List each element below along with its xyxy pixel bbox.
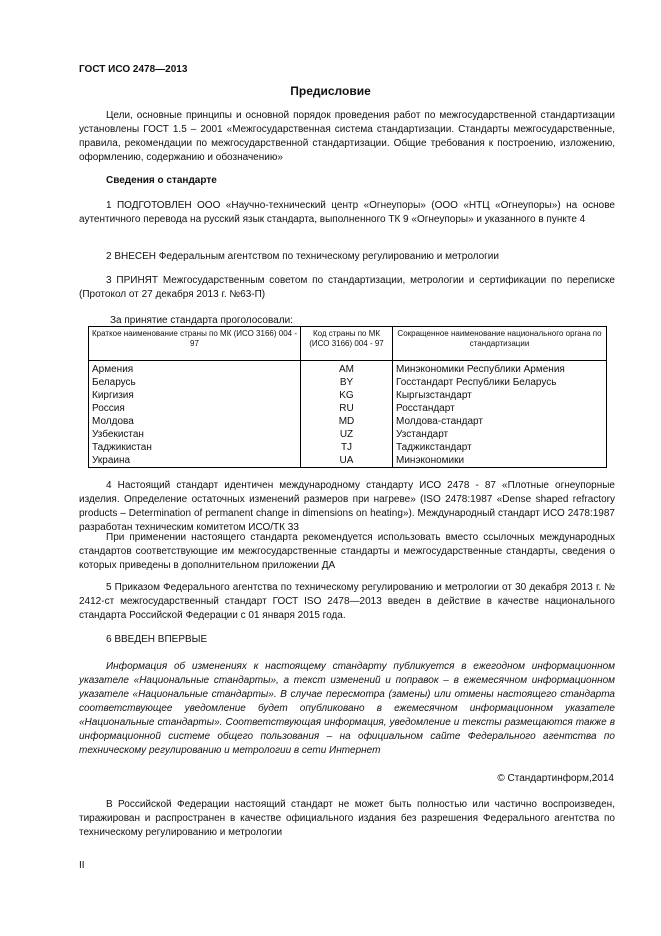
code-cell: AM <box>301 361 393 377</box>
body-cell: Госстандарт Республики Беларусь <box>393 376 607 389</box>
reproduction-notice-paragraph: В Российской Федерации настоящий стандарт не может быть полностью или частично воспроизведен, тиражирован и распространен в качестве официального издания без разрешения Федерального агентства по техническому регулированию и метрологии <box>79 799 615 838</box>
section-subheading: Сведения о стандарте <box>106 175 217 186</box>
country-cell: Украина <box>89 454 301 468</box>
body-cell: Узстандарт <box>393 428 607 441</box>
table-row <box>89 428 607 441</box>
table-row <box>89 402 607 415</box>
column-header-body: Сокращенное наименование национального органа по стандартизации <box>393 327 607 361</box>
body-cell: Минэкономики Республики Армения <box>393 361 607 377</box>
code-cell: MD <box>301 415 393 428</box>
code-cell: TJ <box>301 441 393 454</box>
changes-info-paragraph: Информация об изменениях к настоящему стандарту публикуется в ежегодном информационном указателе «Национальные стандарты», а текст изменений и поправок – в ежемесячном информационном указателе «Национальные стандарты». В случае пересмотра (замены) или отмены настоящего стандарта соответствующее уведомление будет опубликовано в ежемесячном информационном указателе «Национальные стандарты». Соответствующая информация, уведомление и тексты размещаются также в информационной системе общего пользования – на официальном сайте Федерального агентства по техническому регулированию и метрологии в сети Интернет <box>79 661 615 756</box>
country-cell: Киргизия <box>89 389 301 402</box>
column-header-code: Код страны по МК (ИСО 3166) 004 - 97 <box>301 327 393 361</box>
body-cell: Кыргызстандарт <box>393 389 607 402</box>
table-row <box>89 376 607 389</box>
intro-paragraph: Цели, основные принципы и основной порядок проведения работ по межгосударственной стандартизации установлены ГОСТ 1.5 – 2001 «Межгосударственная система стандартизации. Стандарты межгосударственные, правила, рекомендации по межгосударственной стандартизации. Общие требования к построению, изложению, оформлению, содержанию и обозначению» <box>79 110 615 163</box>
item-4-note-paragraph: При применении настоящего стандарта рекомендуется использовать вместо ссылочных международных стандартов соответствующие им межгосударственные стандарты и межгосударственные стандарты, сведения о которых приведены в дополнительном приложении ДА <box>79 532 615 571</box>
table-row <box>89 389 607 402</box>
item-6-paragraph: 6 ВВЕДЕН ВПЕРВЫЕ <box>106 634 208 645</box>
body-cell: Минэкономики <box>393 454 607 468</box>
table-caption: За принятие стандарта проголосовали: <box>110 315 293 326</box>
page-number: II <box>79 860 85 871</box>
copyright-notice: © Стандартинформ,2014 <box>497 773 614 784</box>
voting-states-table <box>88 326 607 468</box>
item-1-paragraph: 1 ПОДГОТОВЛЕН ООО «Научно-технический центр «Огнеупоры» (ООО «НТЦ «Огнеупоры») на основе аутентичного перевода на русский язык стандарта, выполненного ТК 9 «Огнеупоры» и указанного в пункте 4 <box>79 200 615 225</box>
country-cell: Армения <box>89 361 301 377</box>
table-header-row <box>89 327 607 361</box>
table-row <box>89 361 607 377</box>
item-5-paragraph: 5 Приказом Федерального агентства по техническому регулированию и метрологии от 30 декабря 2013 г. № 2412-ст межгосударственный стандарт ГОСТ ISO 2478—2013 введен в действие в качестве национального стандарта Российской Федерации с 01 января 2015 года. <box>79 582 615 621</box>
code-cell: BY <box>301 376 393 389</box>
item-4-paragraph: 4 Настоящий стандарт идентичен международному стандарту ИСО 2478 - 87 «Плотные огнеупорные изделия. Определение остаточных изменений размеров при нагреве» (ISO 2478:1987 «Dense shaped refractory products – Determination of permanent change in dimensions on heating»). Международный стандарт ИСО 2478:1987 разработан техническим комитетом ИСО/ТК 33 <box>79 480 615 533</box>
country-cell: Россия <box>89 402 301 415</box>
table-row <box>89 454 607 468</box>
table-row <box>89 441 607 454</box>
page-title: Предисловие <box>290 84 371 98</box>
body-cell: Молдова-стандарт <box>393 415 607 428</box>
item-2-paragraph: 2 ВНЕСЕН Федеральным агентством по техническому регулированию и метрологии <box>106 251 499 262</box>
code-cell: KG <box>301 389 393 402</box>
column-header-country: Краткое наименование страны по МК (ИСО 3166) 004 - 97 <box>89 327 301 361</box>
code-cell: RU <box>301 402 393 415</box>
country-cell: Таджикистан <box>89 441 301 454</box>
country-cell: Узбекистан <box>89 428 301 441</box>
country-cell: Молдова <box>89 415 301 428</box>
document-id: ГОСТ ИСО 2478—2013 <box>79 64 188 75</box>
body-cell: Росстандарт <box>393 402 607 415</box>
code-cell: UA <box>301 454 393 468</box>
code-cell: UZ <box>301 428 393 441</box>
country-cell: Беларусь <box>89 376 301 389</box>
item-3-paragraph: 3 ПРИНЯТ Межгосударственным советом по стандартизации, метрологии и сертификации по переписке (Протокол от 27 декабря 2013 г. №63-П) <box>79 275 615 300</box>
table-row <box>89 415 607 428</box>
body-cell: Таджикстандарт <box>393 441 607 454</box>
